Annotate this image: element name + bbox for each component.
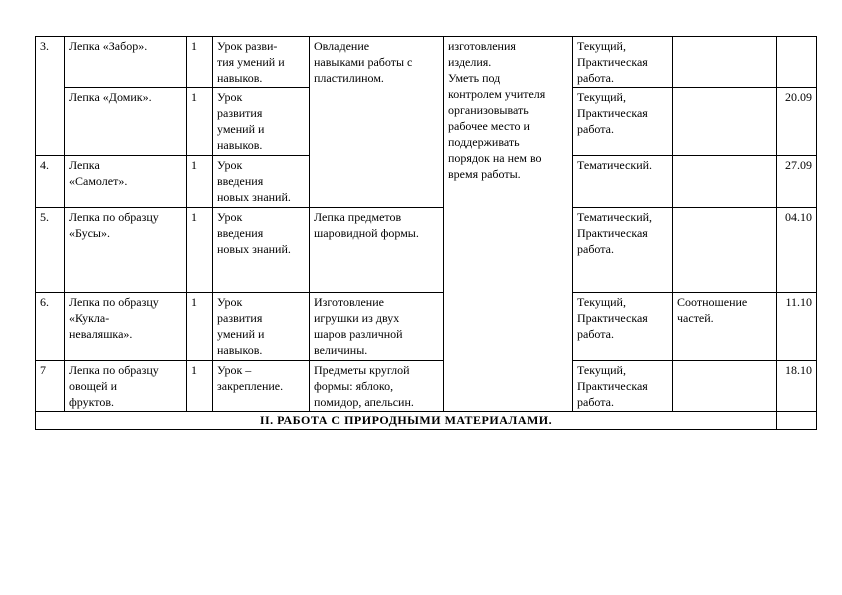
lesson-date [777,37,817,88]
table-row [36,361,817,412]
lesson-content: Предметы круглой формы: яблоко, помидор, апельсин. [310,361,444,412]
lesson-notes [673,88,777,156]
section-date-cell [777,412,817,430]
lesson-date: 11.10 [777,293,817,361]
lesson-type: Урок введения новых знаний. [213,156,310,208]
lesson-type: Урок развития умений и навыков. [213,88,310,156]
control-type: Текущий, Практическая работа. [573,293,673,361]
lesson-date: 04.10 [777,208,817,293]
table-row [36,208,817,293]
lesson-notes [673,37,777,88]
lesson-content: Лепка предметов шаровидной формы. [310,208,444,293]
lesson-plan-table [35,36,817,430]
section-row [36,412,817,430]
control-type: Тематический. [573,156,673,208]
lesson-date: 18.10 [777,361,817,412]
lesson-hours: 1 [187,361,213,412]
lesson-hours: 1 [187,293,213,361]
lesson-type: Урок – закрепление. [213,361,310,412]
lesson-content: Овладение навыками работы с пластилином. [310,37,444,208]
lesson-notes [673,361,777,412]
lesson-number: 4. [36,156,65,208]
control-type: Текущий, Практическая работа. [573,37,673,88]
lesson-date: 20.09 [777,88,817,156]
lesson-type: Урок разви- тия умений и навыков. [213,37,310,88]
control-type: Текущий, Практическая работа. [573,88,673,156]
lesson-hours: 1 [187,156,213,208]
lesson-skills: изготовления изделия. Уметь под контролем учителя организовывать рабочее место и поддерживать порядок на нем во время работы. [444,37,573,412]
lesson-hours: 1 [187,37,213,88]
lesson-type: Урок введения новых знаний. [213,208,310,293]
table-row [36,37,817,88]
lesson-number: 5. [36,208,65,293]
lesson-date: 27.09 [777,156,817,208]
control-type: Тематический, Практическая работа. [573,208,673,293]
table-row [36,293,817,361]
lesson-topic: Лепка «Домик». [65,88,187,156]
lesson-notes: Соотношение частей. [673,293,777,361]
lesson-number: 6. [36,293,65,361]
lesson-notes [673,208,777,293]
lesson-hours: 1 [187,208,213,293]
lesson-topic: Лепка по образцу «Бусы». [65,208,187,293]
lesson-content: Изготовление игрушки из двух шаров различной величины. [310,293,444,361]
lesson-hours: 1 [187,88,213,156]
lesson-topic: Лепка «Самолет». [65,156,187,208]
lesson-topic: Лепка по образцу овощей и фруктов. [65,361,187,412]
lesson-topic: Лепка по образцу «Кукла- неваляшка». [65,293,187,361]
lesson-notes [673,156,777,208]
lesson-number: 7 [36,361,65,412]
section-title: II. РАБОТА С ПРИРОДНЫМИ МАТЕРИАЛАМИ. [36,412,777,430]
lesson-type: Урок развития умений и навыков. [213,293,310,361]
control-type: Текущий, Практическая работа. [573,361,673,412]
lesson-number: 3. [36,37,65,156]
lesson-topic: Лепка «Забор». [65,37,187,88]
